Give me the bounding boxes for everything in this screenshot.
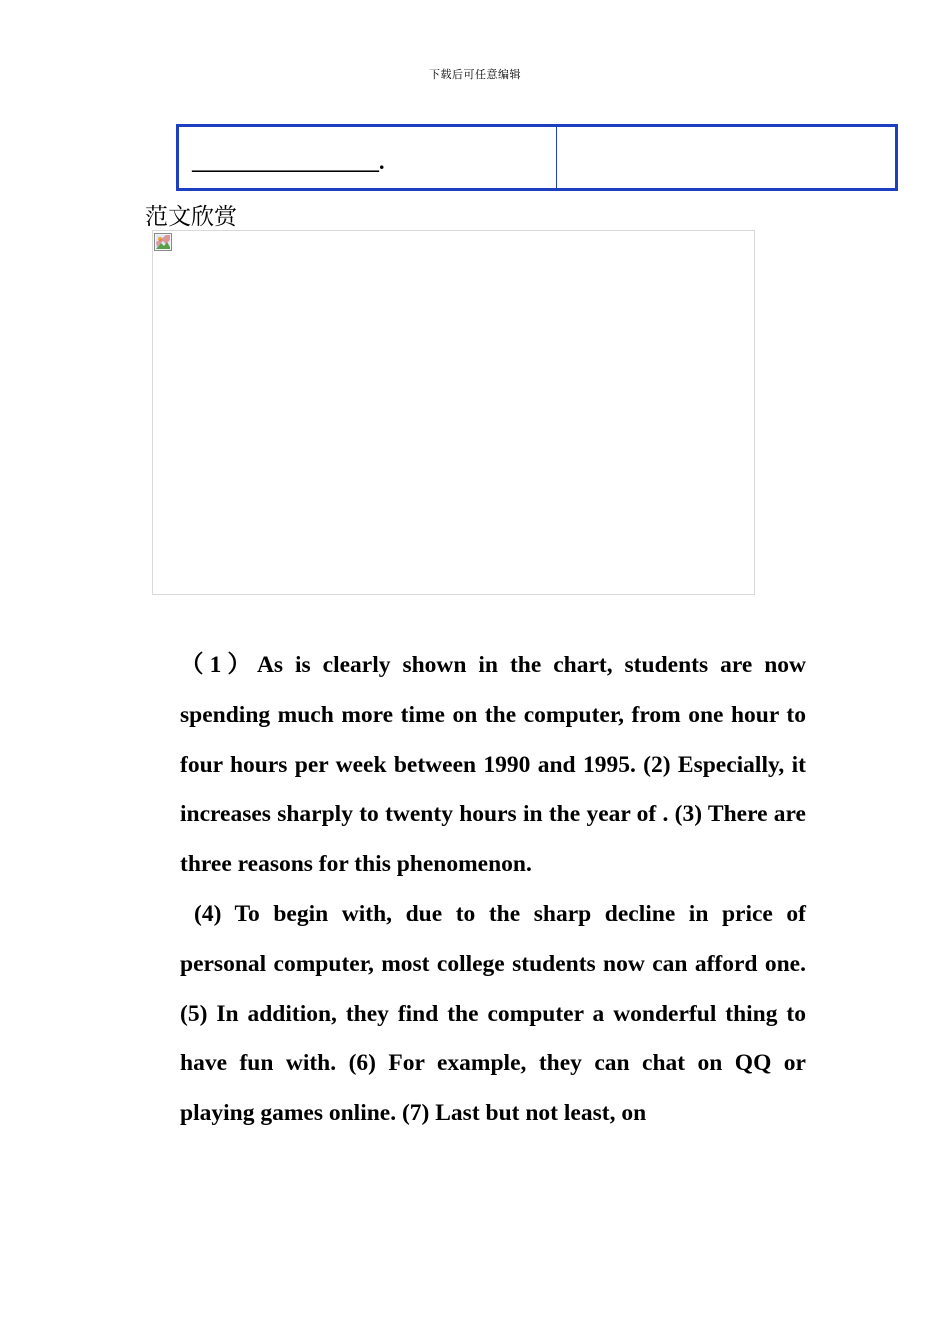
page-header: 下载后可任意编辑 [429,68,521,81]
broken-image-icon [154,233,172,251]
chart-image-placeholder [152,230,755,595]
answer-blank-line: _________________. [192,149,385,174]
section-title: 范文欣赏 [145,204,237,230]
answer-cell-right [557,127,895,188]
essay-paragraph: (4) To begin with, due to the sharp decline in price of personal computer, most college students now can afford one. (5) In addition, they find the computer a wonderful thing to have fun with. (6) For example, they can chat on QQ or playing games online. (7) Last but not least, on [180,900,806,1127]
answer-table [176,124,898,191]
answer-cell-left [179,127,557,188]
essay-paragraph: （1）As is clearly shown in the chart, students are now spending much more time on the computer, from one hour to four hours per week between 1990 and 1995. (2) Especially, it increases sharply to twenty hours in the year of . (3) There are three reasons for this phenomenon. [180,652,806,878]
essay-text [180,641,806,1139]
